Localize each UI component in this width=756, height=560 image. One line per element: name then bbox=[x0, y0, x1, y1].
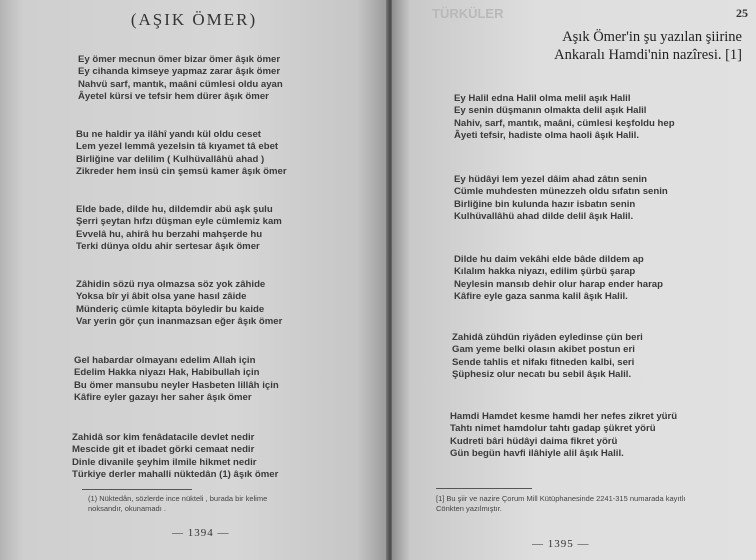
verse-line: Birliğine var delilim ( Kulhüvallâhü ahad ) bbox=[76, 153, 265, 165]
verse-line: Cümle muhdesten münezzeh oldu sıfatın senin bbox=[454, 186, 668, 198]
verse-line: Zahidâ sor kim fenâdatacile devlet nedir bbox=[72, 432, 255, 443]
verse-line: Elde bade, dilde hu, dildemdir abü aşk şulu bbox=[76, 204, 273, 215]
verse-line: Ey ömer mecnun ömer bizar ömer âşık ömer bbox=[78, 54, 281, 65]
verse-line: Hamdi Hamdet kesme hamdi her nefes zikret yürü bbox=[450, 411, 678, 422]
verse-line: Bu ömer mansubu neyler Hasbeten lillâh için bbox=[74, 379, 279, 391]
title-line: Aşık Ömer'in şu yazılan şiirine bbox=[562, 29, 742, 45]
verse-line: Nahvü sarf, mantık, maâni cümlesi oldu ayan bbox=[78, 78, 283, 90]
right-stanza-3 bbox=[454, 254, 663, 304]
right-page-title bbox=[554, 28, 742, 64]
verse-line: Kılalım hakka niyazı, edilim şürbü şarap bbox=[454, 266, 636, 278]
verse-line: Zikreder hem insü cin şemsü kamer âşık ömer bbox=[76, 166, 287, 178]
verse-line: Yoksa bîr yi âbit olsa yane hasıl zâide bbox=[76, 291, 247, 303]
verse-line: Mescide git et ibadet görki cemaat nedir bbox=[72, 444, 255, 456]
footnote-rule bbox=[82, 489, 192, 490]
verse-line: Şerri şeytan hıfzı düşman eyle cümlemiz kam bbox=[76, 216, 282, 228]
bleed-through-heading: TÜRKÜLER bbox=[432, 6, 504, 21]
verse-line: Sende tahlis et nifakı fitneden kalbi, seri bbox=[452, 356, 635, 368]
verse-line: Kâfire eyle gaza sanma kalil âşık Halil. bbox=[454, 291, 628, 303]
verse-line: Bu ne haldir ya ilâhî yandı kül oldu ceset bbox=[76, 129, 261, 140]
verse-line: Gam yeme belki olasın akibet postun eri bbox=[452, 344, 635, 356]
verse-line: Kudreti bâri hüdâyi daima fikret yörü bbox=[450, 435, 618, 447]
verse-line: Terki dünya oldu ahir sertesar âşık ömer bbox=[76, 241, 260, 253]
verse-line: Ey senin düşmanın olmakta delil aşık Halil bbox=[454, 105, 647, 117]
verse-line: Dinle divanile şeyhim ilmile hikmet nedir bbox=[72, 456, 257, 468]
verse-line: Kâfire eyler gazayı her saher âşık ömer bbox=[74, 392, 252, 404]
left-stanza-5 bbox=[74, 355, 279, 405]
verse-line: Ey cihanda kimseye yapmaz zarar âşık ömer bbox=[78, 66, 281, 78]
verse-line: Edelim Hakka niyazı Hak, Habibullah için bbox=[74, 367, 260, 379]
right-stanza-5 bbox=[450, 411, 677, 461]
verse-line: Evvelâ hu, ahirâ hu berzahi mahşerde hu bbox=[76, 228, 263, 240]
footnote-line: noksandır, okunamadı . bbox=[88, 504, 166, 513]
verse-line: Ey Halil edna Halil olma melil aşık Halil bbox=[454, 93, 631, 104]
right-page-number: — 1395 — bbox=[532, 538, 590, 550]
corner-page-number: 25 bbox=[736, 6, 748, 20]
left-stanza-3 bbox=[76, 204, 282, 254]
verse-line: Ey hüdâyi lem yezel dâim ahad zâtın senin bbox=[454, 174, 648, 185]
left-stanza-6 bbox=[72, 432, 278, 482]
left-stanza-4 bbox=[76, 279, 282, 329]
verse-line: Tahtı nimet hamdolur tahtı gadap şükret yörü bbox=[450, 423, 656, 435]
verse-line: Zâhidin sözü rıya olmazsa söz yok zâhide bbox=[76, 279, 266, 290]
verse-line: Gün begün havfi ilâhiyle alil âşık Halil. bbox=[450, 448, 624, 460]
title-line: Ankaralı Hamdi'nin nazîresi. [1] bbox=[554, 47, 742, 63]
left-stanza-2 bbox=[76, 129, 287, 179]
verse-line: Var yerin gör çun inanmazsan eğer âşık ömer bbox=[76, 316, 283, 328]
verse-line: Türkiye derler mahalli nüktedân (1) âşık ömer bbox=[72, 469, 279, 481]
verse-line: Neylesin mansıb dehir olur harap ender harap bbox=[454, 278, 663, 290]
verse-line: Şüphesiz olur necatı bu sebil âşık Halil. bbox=[452, 369, 632, 381]
verse-line: Münderiç cümle kitapta böyledir bu kaide bbox=[76, 303, 265, 315]
right-stanza-1 bbox=[454, 93, 675, 143]
verse-line: Lem yezel lemmâ yezelsin tâ kıyamet tâ ebet bbox=[76, 141, 279, 153]
right-page bbox=[392, 0, 756, 560]
right-footnote: [1] Bu şiir ve nazire Çorum Mill Kütüphanesinde 2241-315 numarada kayıtlı Cönkten yazılmıştır. bbox=[436, 494, 686, 513]
left-stanza-1 bbox=[78, 54, 283, 104]
verse-line: Nahiv, sarf, mantık, maâni, cümlesi keşfoldu hep bbox=[454, 117, 675, 129]
verse-line: Birliğine bin kulunda hazır isbatın senin bbox=[454, 198, 636, 210]
left-footnote bbox=[88, 494, 267, 514]
left-page-number: — 1394 — bbox=[172, 527, 230, 539]
footnote-rule bbox=[436, 488, 532, 489]
verse-line: Kulhüvallâhü ahad dilde delil âşık Halil. bbox=[454, 211, 634, 223]
right-stanza-4 bbox=[452, 332, 643, 382]
left-page-title: (AŞIK ÖMER) bbox=[130, 10, 258, 29]
verse-line: Gel habardar olmayanı edelim Allah için bbox=[74, 355, 256, 366]
right-stanza-2 bbox=[454, 174, 668, 224]
footnote-line: (1) Nüktedân, sözlerde ince nükteli , burada bir kelime bbox=[88, 494, 268, 503]
verse-line: Dilde hu daim vekâhi elde bâde dildem ap bbox=[454, 254, 644, 265]
verse-line: Âyeti tefsir, hadiste olma haoli âşık Halil. bbox=[454, 130, 640, 142]
verse-line: Âyetel kürsi ve tefsir hem dürer âşık ömer bbox=[78, 91, 269, 103]
verse-line: Zahidâ zühdün riyâden eyledinse çün beri bbox=[452, 332, 643, 343]
